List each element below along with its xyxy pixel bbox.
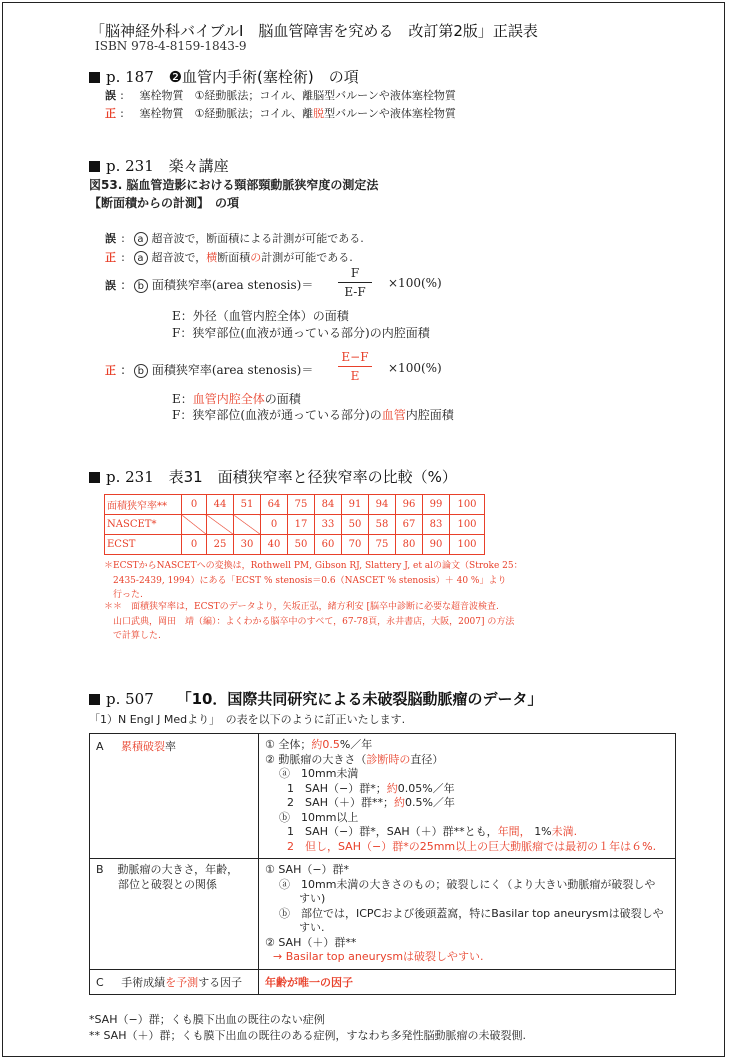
fraction-bar [338,366,372,367]
b-wrong-e-def: E：外径（血管内腔全体）の面積 [172,309,349,323]
bullet-square-icon [89,472,100,483]
b-wrong-row: 誤 : b 面積狭窄率(area stenosis)＝ [105,278,314,292]
table-31-cell: 100 [450,495,485,515]
table-31-cell: 33 [315,515,342,535]
fraction-bar [338,282,372,283]
a-wrong-row: 誤 : a 超音波で，断面積による計測が可能である. [105,232,364,245]
section-heading-p231-table31: p. 231 表31 面積狭窄率と径狭窄率の比較（%） [89,466,457,487]
table-31-cell: 80 [396,535,423,555]
circled-a-icon: a [134,251,148,265]
table-31-cell: 100 [450,535,485,555]
footnote-2: ** SAH（＋）群；くも膜下出血の既往のある症例，すなわち多発性脳動脈瘤の未破裂側. [89,1029,526,1042]
table-31-cell: 25 [207,535,234,555]
table-31-cell: 84 [315,495,342,515]
bullet-square-icon [89,72,100,83]
table-31-row [105,515,485,535]
sec1-right-row: 正 : 塞栓物質 ①経動脈法；コイル、離脱型バルーンや液体塞栓物質 [105,107,456,120]
bullet-square-icon [89,161,100,172]
table-31-row-label: NASCET* [105,515,182,535]
section-heading-p231-rakuraku: p. 231 楽々講座 [89,155,229,176]
row-c-label: C 手術成績を予測する因子 [90,969,259,994]
table-31-cell: 44 [207,495,234,515]
table-31-cell: 75 [288,495,315,515]
table-note-1: ＊ECSTからNASCETへの変換は，Rothwell PM, Gibson RJ, Slattery J, et alの論文（Stroke 25： 2435-2439, 1994）にある「ECST % stenosis＝0.6（NASCET % stenosis）＋ 40 %」より 行った. [104,561,523,600]
table-31-cell: 30 [234,535,261,555]
table-31-cell: 70 [342,535,369,555]
footnote-1: *SAH（−）群；くも膜下出血の既往のない症例 [89,1013,325,1026]
table-31-cell: 94 [369,495,396,515]
table-31-cell: 50 [288,535,315,555]
wrong-fraction: F E-F [338,266,372,299]
section-heading-p507: p. 507 「10．国際共同研究による未破裂脳動脈瘤のデータ」 [89,688,542,709]
circled-b-icon: b [134,364,148,378]
a-right-row: 正 : a 超音波で，横断面積の計測が可能である. [105,251,353,264]
table-31-cell: 51 [234,495,261,515]
table-row-b [90,859,676,970]
table-31-cell: 75 [369,535,396,555]
table-31-cell [182,515,207,535]
b-right-e-def: E：血管内腔全体の面積 [172,392,301,406]
circled-b-icon: b [134,279,148,293]
table-31-cell: 96 [396,495,423,515]
b-right-f-def: F：狭窄部位(血液が通っている部分)の血管内腔面積 [172,408,454,422]
table-31-cell: 91 [342,495,369,515]
table-31-cell: 58 [369,515,396,535]
circled-a-icon: a [134,232,148,246]
table-31 [104,494,485,555]
row-a-label: A 累積破裂率 [90,734,259,859]
sec4-sub: 「1）N Engl J Medより」 の表を以下のように訂正いたします. [89,713,406,726]
row-b-label: B 動脈瘤の大きさ，年齢， 部位と破裂との関係 [90,859,259,970]
b-wrong-times: ×100(%) [388,276,442,290]
table-note-2: ＊＊ 面積狭窄率は，ECSTのデータより，矢坂正弘，緒方利安 [脳卒中診断に必要な超音波検査. 山口武典，岡田 靖（編）：よくわかる脳卒中のすべて，67-78頁，永井書店，大阪，2007] の方法 で計算した. [104,602,515,641]
section-heading-p187: p. 187 ❷血管内手術(塞栓術) の項 [89,66,359,87]
isbn: ISBN 978-4-8159-1843-9 [95,39,247,53]
table-31-cell: 0 [182,535,207,555]
table-31-row [105,495,485,515]
right-fraction: E−F E [338,350,372,383]
b-wrong-f-def: F：狭窄部位(血液が通っている部分)の内腔面積 [172,326,430,340]
table-31-cell: 17 [288,515,315,535]
row-b-content: ① SAH（−）群* ⓐ 10mm未満の大きさのもの；破裂しにく（より大きい動脈瘤が破裂しや すい) ⓑ 部位では，ICPCおよび後頭蓋窩，特にBasilar top aneurysmは破裂しや すい. ② SAH（＋）群** → Basilar top aneurysmは破裂しやすい. [259,859,676,970]
table-31-cell: 99 [423,495,450,515]
table-31-cell: 64 [261,495,288,515]
sec1-wrong-row: 誤 : 塞栓物質 ①経動脈法；コイル、離脳型バルーンや液体塞栓物質 [105,89,456,102]
table-31-cell: 60 [315,535,342,555]
table-31-cell: 100 [450,515,485,535]
table-31-cell: 50 [342,515,369,535]
table-row-a [90,734,676,859]
b-right-row: 正 : b 面積狭窄率(area stenosis)＝ [105,363,314,377]
row-c-value: 年齢が唯一の因子 [259,969,676,994]
table-31-cell: 67 [396,515,423,535]
table-31-cell: 0 [261,515,288,535]
table-31-cell: 83 [423,515,450,535]
document-title: 「脳神経外科バイブルⅠ 脳血管障害を究める 改訂第2版」正誤表 [90,22,538,40]
table-31-cell [207,515,234,535]
table-row-c [90,969,676,994]
table-31-cell: 90 [423,535,450,555]
bullet-square-icon [89,694,100,705]
row-a-content: ① 全体；約0.5%／年 ② 動脈瘤の大きさ（診断時の直径） ⓐ 10mm未満 1 SAH（−）群*；約0.05%／年 2 SAH（＋）群**；約0.5%／年 ⓑ 10mm以上 1 SAH（−）群*，SAH（＋）群**とも，年間， 1%未満. 2 但し，SAH（−）群*の25mm以上の巨大動脈瘤では最初の１年は６%. [259,734,676,859]
table-31-cell: 0 [182,495,207,515]
table-31-row-label: 面積狭窄率** [105,495,182,515]
b-right-times: ×100(%) [388,361,442,375]
figure-caption: 図53. 脳血管造影における頸部頸動脈狭窄度の測定法 [89,178,379,192]
table-507 [89,733,676,995]
table-31-cell [234,515,261,535]
table-31-row-label: ECST [105,535,182,555]
table-31-row [105,535,485,555]
table-31-cell: 40 [261,535,288,555]
sub-caption: 【断面積からの計測】 の項 [89,196,240,210]
